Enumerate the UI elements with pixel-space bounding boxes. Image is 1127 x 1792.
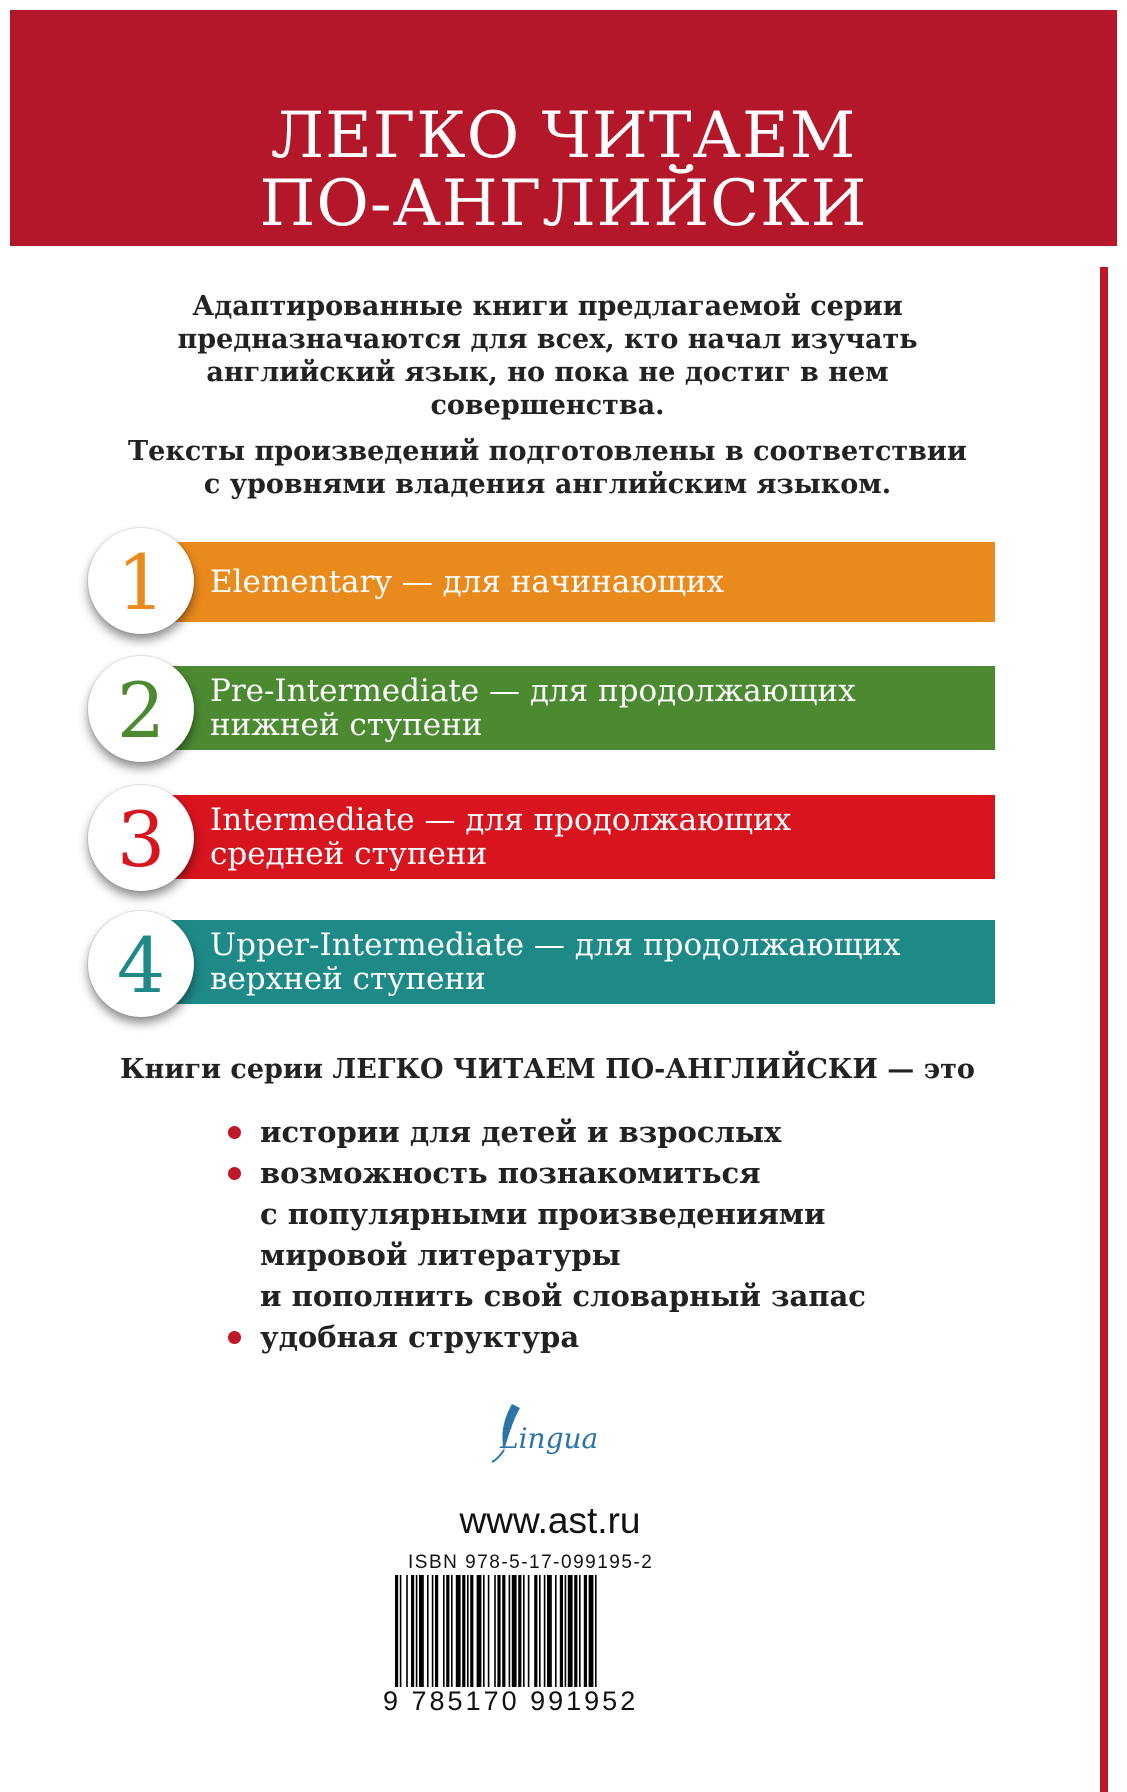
feature-line: мировой литературы [260,1238,621,1272]
feature-line: удобная структура [260,1320,580,1354]
intro-line: Адаптированные книги предлагаемой серии [192,291,903,322]
level-2-label-line2: нижней ступени [210,707,483,743]
level-3-label-line2: средней ступени [210,836,488,872]
series-title-line1: ЛЕГКО ЧИТАЕМ [270,99,857,173]
level-4-number: 4 [116,921,166,1010]
level-3-row [160,795,995,879]
feature-line: истории для детей и взрослых [260,1115,782,1149]
level-4-label-line2: верхней ступени [210,961,486,997]
level-2-row [160,666,995,750]
level-4-badge [88,911,194,1017]
isbn-number: ISBN 978-5-17-099195-2 [408,1552,654,1573]
bullet-dot-icon [228,1331,241,1344]
publisher-logo [482,1398,612,1468]
feature-item [228,1317,948,1358]
intro-line: с уровнями владения английским языком. [203,469,892,500]
website-url: www.ast.ru [459,1500,641,1541]
intro-paragraph-1 [70,290,1025,422]
level-2-number: 2 [116,666,166,755]
level-2-label-line1: Pre-Intermediate — для продолжающих [210,673,856,709]
feature-item [228,1112,948,1153]
level-3-text [210,795,985,879]
barcode-icon [395,1575,677,1687]
level-1-number: 1 [116,538,166,627]
level-1-badge [88,528,194,634]
series-title-line2: ПО-АНГЛИЙСКИ [259,167,868,241]
feature-list [228,1112,948,1358]
feature-line: и пополнить свой словарный запас [260,1279,866,1313]
level-3-number: 3 [116,795,166,884]
level-2-badge [88,656,194,762]
feature-line: с популярными произведениями [260,1197,826,1231]
intro-paragraph-2 [70,435,1025,501]
level-3-label-line1: Intermediate — для продолжающих [210,802,792,838]
level-4-label-line1: Upper-Intermediate — для продолжающих [210,927,901,963]
ean-number: 9 785170 991952 [383,1686,639,1716]
series-title [10,99,1117,241]
intro-line: предназначаются для всех, кто начал изучать [177,324,918,355]
title-banner [10,10,1117,246]
level-1-label: Elementary — для начинающих [210,564,725,600]
bullet-dot-icon [228,1167,241,1180]
level-1-row [160,542,995,622]
feature-item [228,1153,948,1317]
level-2-text [210,666,985,750]
level-4-text [210,920,985,1004]
intro-line: Тексты произведений подготовлены в соответствии [128,436,967,467]
right-edge-stripe [1100,267,1108,1792]
bullet-dot-icon [228,1126,241,1139]
series-statement: Книги серии ЛЕГКО ЧИТАЕМ ПО-АНГЛИЙСКИ — это [120,1054,975,1085]
level-4-row [160,920,995,1004]
level-3-badge [88,785,194,891]
publisher-logo-text: Lingua [500,1422,599,1455]
intro-line: совершенства. [430,390,665,421]
level-1-text [210,542,985,622]
intro-line: английский язык, но пока не достиг в нем [206,357,889,388]
feature-line: возможность познакомиться [260,1156,761,1190]
